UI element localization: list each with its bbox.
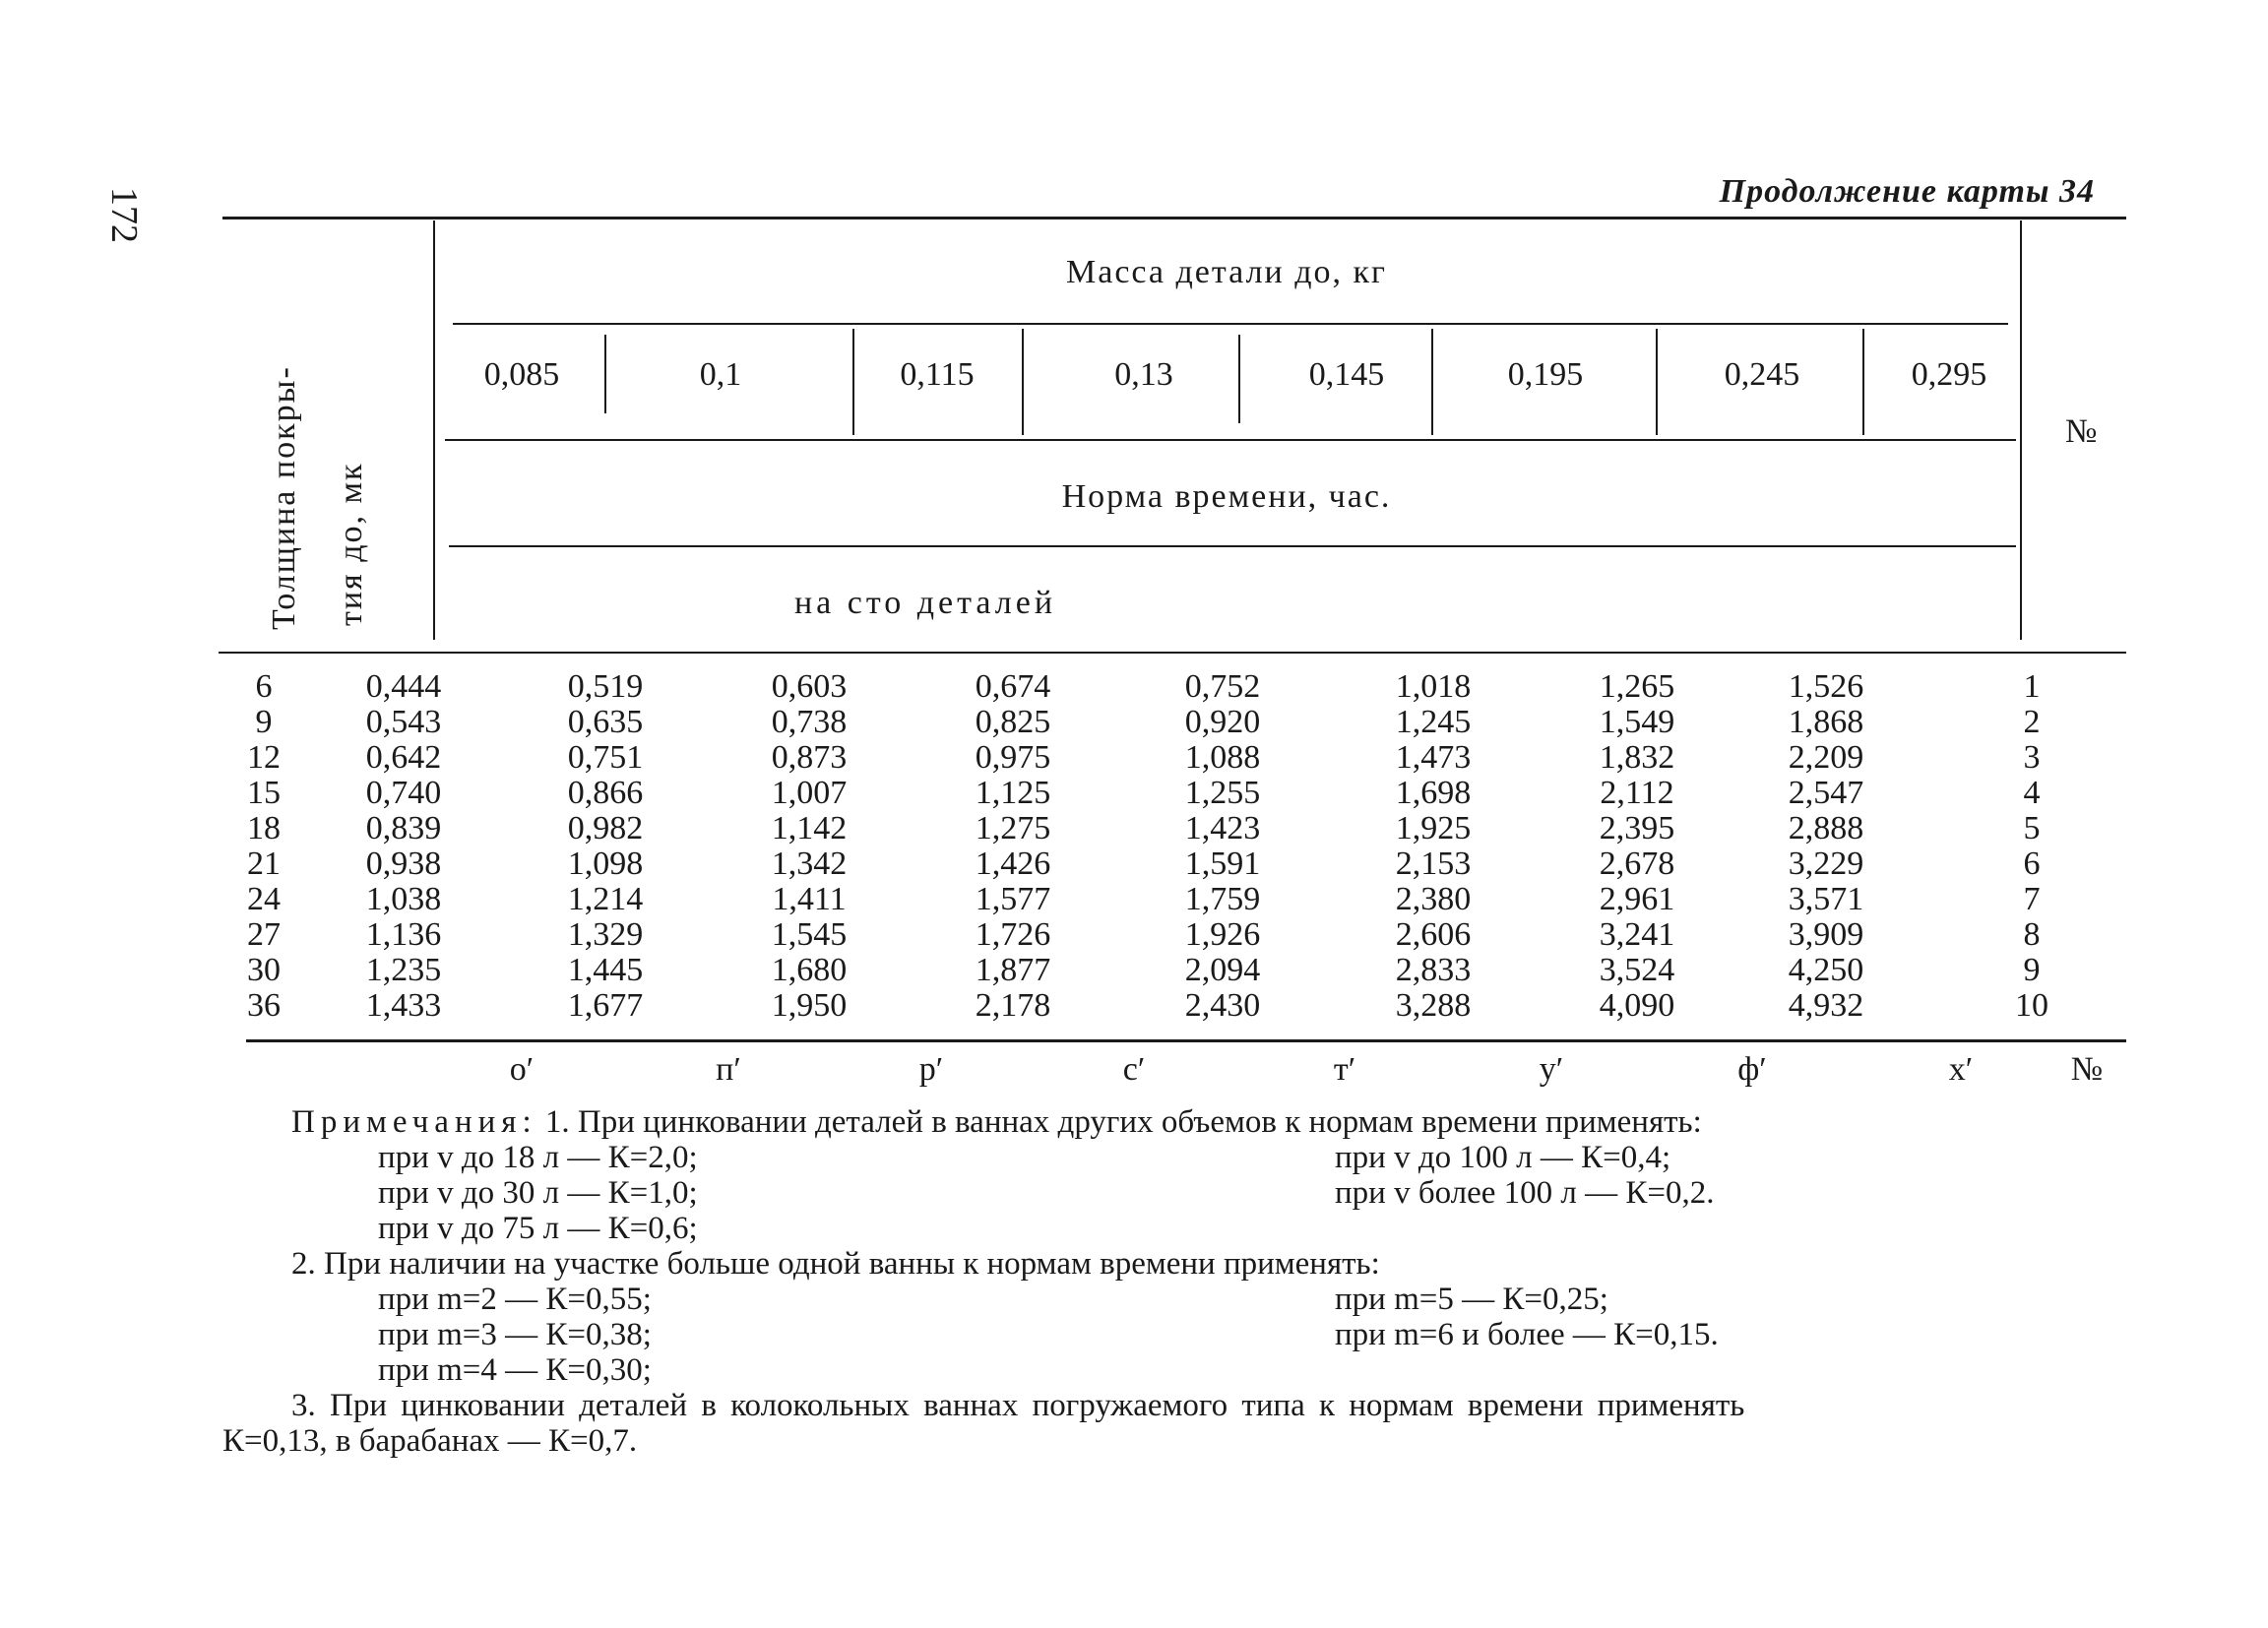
norm-value-cell: 0,543 (365, 704, 442, 740)
norm-value-cell: 0,674 (975, 668, 1051, 705)
norm-value-cell: 2,209 (1788, 739, 1864, 776)
norm-value-cell: 0,642 (365, 739, 442, 776)
norm-value-cell: 0,444 (365, 668, 442, 705)
col-code-1: о′ (509, 1051, 535, 1088)
norm-value-cell: 0,751 (567, 739, 644, 776)
note-2-right-2: при m=6 и более — К=0,15. (1335, 1317, 1719, 1352)
norm-value-cell: 1,591 (1184, 845, 1261, 882)
norm-value-cell: 0,603 (771, 668, 848, 705)
norm-value-cell: 1,136 (365, 916, 442, 953)
norm-value-cell: 1,342 (771, 845, 848, 882)
norm-value-cell: 1,125 (975, 775, 1051, 811)
mass-cell-8: 0,295 (1911, 356, 1987, 393)
table-top-rule (222, 217, 2126, 219)
norm-value-cell: 3,288 (1395, 987, 1472, 1024)
note-1-left-2: при v до 30 л — К=1,0; (378, 1175, 698, 1211)
norm-value-cell: 4,090 (1599, 987, 1675, 1024)
col-code-2: п′ (716, 1051, 741, 1088)
norm-value-cell: 1,545 (771, 916, 848, 953)
norm-value-cell: 0,975 (975, 739, 1051, 776)
norm-value-cell: 1,255 (1184, 775, 1261, 811)
mass-divider-1 (604, 335, 606, 413)
row-number-cell: 2 (2023, 704, 2041, 740)
thickness-cell: 36 (247, 987, 281, 1024)
norm-value-cell: 1,088 (1184, 739, 1261, 776)
norm-value-cell: 1,473 (1395, 739, 1472, 776)
table-row (222, 669, 2148, 705)
note-1-right-2: при v более 100 л — К=0,2. (1335, 1175, 1715, 1211)
norm-value-cell: 3,909 (1788, 916, 1864, 953)
norm-value-cell: 1,018 (1395, 668, 1472, 705)
norm-value-cell: 1,038 (365, 881, 442, 917)
row-number-cell: 8 (2023, 916, 2041, 953)
norm-value-cell: 1,577 (975, 881, 1051, 917)
table-row (222, 953, 2148, 988)
row-number-cell: 1 (2023, 668, 2041, 705)
note-3-line-1: 3. При цинковании деталей в колокольных ваннах погружаемого типа к нормам времени применять (291, 1388, 1745, 1423)
notes-line-1 (291, 1104, 1702, 1141)
norm-value-cell: 1,680 (771, 952, 848, 988)
table-row (222, 846, 2148, 882)
page-number: 172 (103, 187, 145, 243)
mass-cell-1: 0,085 (483, 356, 560, 393)
norm-value-cell: 1,950 (771, 987, 848, 1024)
norm-value-cell: 1,526 (1788, 668, 1864, 705)
row-number-cell: 6 (2023, 845, 2041, 882)
norm-value-cell: 1,007 (771, 775, 848, 811)
col-code-3: р′ (918, 1051, 944, 1088)
mass-cell-7: 0,245 (1724, 356, 1800, 393)
row-number-cell: 7 (2023, 881, 2041, 917)
thickness-cell: 15 (247, 775, 281, 811)
norm-value-cell: 1,677 (567, 987, 644, 1024)
norm-value-cell: 3,524 (1599, 952, 1675, 988)
mass-values-rule (445, 439, 2016, 441)
norm-value-cell: 2,178 (975, 987, 1051, 1024)
norm-value-cell: 0,825 (975, 704, 1051, 740)
table-bottom-rule (246, 1039, 2126, 1042)
continuation-caption: Продолжение карты 34 (1719, 173, 2095, 210)
norm-value-cell: 0,738 (771, 704, 848, 740)
norm-value-cell: 1,926 (1184, 916, 1261, 953)
norm-value-cell: 1,245 (1395, 704, 1472, 740)
mass-cell-6: 0,195 (1507, 356, 1584, 393)
mass-cell-4: 0,13 (1114, 356, 1173, 393)
table-row (222, 776, 2148, 811)
norm-value-cell: 0,873 (771, 739, 848, 776)
note-2-left-1: при m=2 — К=0,55; (378, 1282, 652, 1317)
notes-heading: Примечания: (291, 1104, 537, 1140)
note-2-left-3: при m=4 — К=0,30; (378, 1352, 652, 1388)
mass-divider-4 (1238, 335, 1240, 423)
norm-value-cell: 2,380 (1395, 881, 1472, 917)
norm-value-cell: 1,832 (1599, 739, 1675, 776)
norm-value-cell: 1,759 (1184, 881, 1261, 917)
norm-value-cell: 2,153 (1395, 845, 1472, 882)
norm-value-cell: 0,982 (567, 810, 644, 846)
col-code-7: ф′ (1737, 1051, 1767, 1088)
thickness-cell: 24 (247, 881, 281, 917)
norm-value-cell: 0,740 (365, 775, 442, 811)
mass-divider-2 (852, 329, 854, 435)
norm-title: Норма времени, час. (1061, 478, 1392, 515)
col-code-no: № (2070, 1051, 2104, 1088)
header-right-divider (2020, 220, 2022, 640)
mass-title: Масса детали до, кг (1066, 254, 1387, 290)
thickness-cell: 6 (255, 668, 273, 705)
thickness-cell: 21 (247, 845, 281, 882)
table-row (222, 917, 2148, 953)
mass-cell-3: 0,115 (900, 356, 975, 393)
norm-value-cell: 2,094 (1184, 952, 1261, 988)
col-code-6: у′ (1539, 1051, 1564, 1088)
norm-value-cell: 1,877 (975, 952, 1051, 988)
table-row (222, 811, 2148, 846)
norm-value-cell: 3,571 (1788, 881, 1864, 917)
thickness-cell: 18 (247, 810, 281, 846)
thickness-cell: 30 (247, 952, 281, 988)
norm-value-cell: 2,833 (1395, 952, 1472, 988)
norm-value-cell: 2,547 (1788, 775, 1864, 811)
note-2-right-1: при m=5 — К=0,25; (1335, 1282, 1608, 1317)
norm-value-cell: 2,961 (1599, 881, 1675, 917)
norm-value-cell: 1,433 (365, 987, 442, 1024)
table-row (222, 988, 2148, 1024)
norm-value-cell: 2,430 (1184, 987, 1261, 1024)
norm-value-cell: 4,932 (1788, 987, 1864, 1024)
norm-value-cell: 0,635 (567, 704, 644, 740)
per-hundred-label: на сто деталей (793, 585, 1057, 621)
norm-value-cell: 0,866 (567, 775, 644, 811)
norm-value-cell: 2,606 (1395, 916, 1472, 953)
norm-value-cell: 2,112 (1600, 775, 1674, 811)
note-2-left-2: при m=3 — К=0,38; (378, 1317, 652, 1352)
norm-value-cell: 1,698 (1395, 775, 1472, 811)
norm-value-cell: 1,265 (1599, 668, 1675, 705)
row-number-cell: 5 (2023, 810, 2041, 846)
norm-value-cell: 1,329 (567, 916, 644, 953)
row-number-cell: 9 (2023, 952, 2041, 988)
mass-cell-2: 0,1 (699, 356, 742, 393)
row-number-cell: 4 (2023, 775, 2041, 811)
thickness-header-line1: Толщина покры- (266, 365, 302, 630)
mass-divider-3 (1022, 329, 1024, 435)
thickness-header-line2: тия до, мк (333, 462, 369, 626)
norm-value-cell: 3,229 (1788, 845, 1864, 882)
row-number-cell: 10 (2015, 987, 2048, 1024)
norm-value-cell: 1,411 (772, 881, 847, 917)
table-row (222, 882, 2148, 917)
norm-value-cell: 0,938 (365, 845, 442, 882)
mass-divider-5 (1431, 329, 1433, 435)
norm-value-cell: 1,098 (567, 845, 644, 882)
mass-divider-7 (1862, 329, 1864, 435)
norm-time-table (222, 669, 2148, 1024)
col-code-8: х′ (1948, 1051, 1974, 1088)
norm-value-cell: 1,235 (365, 952, 442, 988)
note-1-right-1: при v до 100 л — К=0,4; (1335, 1140, 1671, 1175)
norm-value-cell: 2,395 (1599, 810, 1675, 846)
norm-value-cell: 1,445 (567, 952, 644, 988)
norm-value-cell: 3,241 (1599, 916, 1675, 953)
note-1-left-3: при v до 75 л — К=0,6; (378, 1211, 698, 1246)
norm-value-cell: 0,519 (567, 668, 644, 705)
note-1-left-1: при v до 18 л — К=2,0; (378, 1140, 698, 1175)
norm-value-cell: 1,423 (1184, 810, 1261, 846)
norm-value-cell: 2,678 (1599, 845, 1675, 882)
norm-value-cell: 1,726 (975, 916, 1051, 953)
table-row (222, 740, 2148, 776)
mass-divider-6 (1656, 329, 1658, 435)
norm-title-rule (449, 545, 2016, 547)
mass-title-rule (453, 323, 2008, 325)
norm-value-cell: 1,426 (975, 845, 1051, 882)
norm-value-cell: 1,214 (567, 881, 644, 917)
norm-value-cell: 0,920 (1184, 704, 1261, 740)
norm-value-cell: 1,275 (975, 810, 1051, 846)
note-2-intro: 2. При наличии на участке больше одной ванны к нормам времени применять: (291, 1246, 1380, 1282)
note-1-intro: 1. При цинковании деталей в ваннах других объемов к нормам времени применять: (544, 1104, 1702, 1140)
col-code-5: т′ (1333, 1051, 1356, 1088)
thickness-cell: 9 (255, 704, 273, 740)
row-number-cell: 3 (2023, 739, 2041, 776)
norm-value-cell: 0,839 (365, 810, 442, 846)
no-header: № (2065, 413, 2098, 450)
norm-value-cell: 1,549 (1599, 704, 1675, 740)
note-3-line-2: К=0,13, в барабанах — К=0,7. (222, 1423, 638, 1459)
table-row (222, 705, 2148, 740)
col-code-4: с′ (1122, 1051, 1146, 1088)
norm-value-cell: 1,925 (1395, 810, 1472, 846)
norm-value-cell: 4,250 (1788, 952, 1864, 988)
thickness-cell: 27 (247, 916, 281, 953)
norm-value-cell: 1,868 (1788, 704, 1864, 740)
norm-value-cell: 2,888 (1788, 810, 1864, 846)
thickness-cell: 12 (247, 739, 281, 776)
norm-value-cell: 0,752 (1184, 668, 1261, 705)
norm-value-cell: 1,142 (771, 810, 848, 846)
header-bottom-rule (219, 652, 2126, 654)
mass-cell-5: 0,145 (1308, 356, 1385, 393)
